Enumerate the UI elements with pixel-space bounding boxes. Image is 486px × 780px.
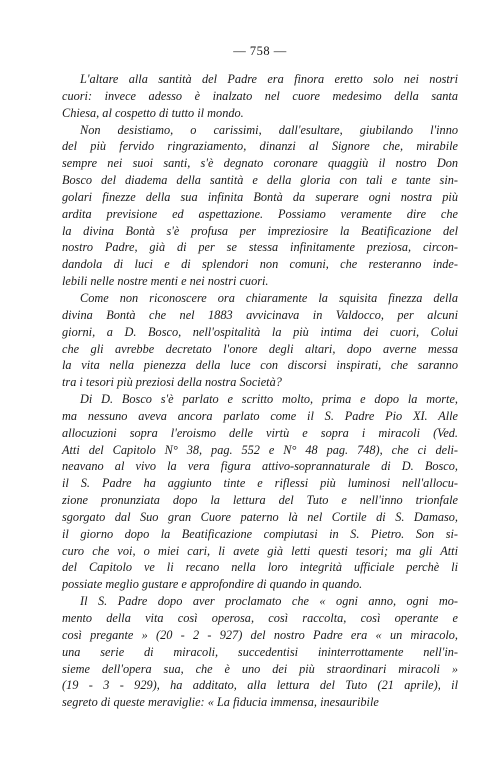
text-line: Bosco del diadema della santità e della gloria con tali e tante sin- [62,173,458,188]
text-line: (19 - 3 - 929), ha additato, alla lettura del Tuto (21 aprile), il [62,678,458,693]
text-line: il giorno dopo la Beatificazione compiutasi in S. Pietro. Son si- [62,526,458,541]
text-line: Di D. Bosco s'è parlato e scritto molto, prima e dopo la morte, [80,392,458,407]
text-line: golari finezze della sua infinita Bontà da superare ogni nostra più [62,189,458,204]
text-line: sieme dell'opera sua, che è uno dei più straordinari miracoli » [62,661,458,676]
text-line: tra i tesori più preziosi della nostra Società? [62,375,282,390]
text-line: lebili nelle nostre menti e nei nostri cuori. [62,274,269,289]
text-line: Non desistiamo, o carissimi, dall'esultare, giubilando l'inno [80,122,458,137]
text-line: così pregante » (20 - 2 - 927) del nostro Padre era « un miracolo, [62,627,458,642]
text-line: neavano al vivo la vera figura attivo-soprannaturale di D. Bosco, [62,459,458,474]
text-line: Il S. Padre dopo aver proclamato che « ogni anno, ogni mo- [80,594,458,609]
text-line: zione pronunziata dopo la lettura del Tuto e nell'inno trionfale [62,493,458,508]
text-line: una serie di miracoli, succedentisi ininterrottamente nell'in- [62,644,458,659]
text-line: giorni, a D. Bosco, nell'ospitalità la più intima dei cuori, Colui [62,324,458,339]
text-line: il S. Padre ha aggiunto tinte e riflessi più luminosi nell'allocu- [62,476,458,491]
text-line: ardita previsione ed aspettazione. Possiamo veramente dire che [62,206,458,221]
text-line: Come non riconoscere ora chiaramente la squisita finezza della [80,290,458,305]
text-line: sgorgato dal Suo gran Cuore paterno là nel Cortile di S. Damaso, [62,509,458,524]
text-line: che gli avrebbe decretato l'onore degli altari, dopo averne messa [62,341,458,356]
text-line: curo che voi, o miei cari, li avete già letti questi tesori; ma gli Atti [62,543,458,558]
text-line: Atti del Capitolo N° 38, pag. 552 e N° 48 pag. 748), che ci deli- [62,442,458,457]
text-line: cuori: invece adesso è inalzato nel cuore medesimo della santa [62,88,458,103]
text-line: la divina Bontà s'è profusa per impreziosire la Beatificazione del [62,223,458,238]
text-line: mento della vita così operosa, così raccolta, così operante e [62,611,458,625]
text-line: la vita nella pienezza della luce con discorsi inspirati, che saranno [62,358,458,373]
text-line: allocuzioni sopra l'eroismo delle virtù e sopra i miracoli (Ved. [62,425,458,440]
paragraph [62,71,458,122]
text-line: del Capitolo ve li recano nella loro integrità ufficiale perchè li [62,560,458,575]
text-line: nostro Padre, già di per se stessa infinitamente preziosa, circon- [62,240,458,255]
paragraph [62,391,458,593]
text-line: del più fervido ringraziamento, dinanzi al Signore che, mirabile [62,139,458,154]
text-line: ma nessuno aveva ancora parlato come il S. Padre Pio XI. Alle [62,408,458,423]
paragraph [62,290,458,391]
text-line: possiate meglio gustare e approfondire di quando in quando. [62,577,363,592]
book-page [62,44,458,711]
text-line: segreto di queste meraviglie: « La fiducia immensa, inesauribile [62,695,379,710]
paragraph [62,122,458,290]
text-line: Chiesa, al cospetto di tutto il mondo. [62,105,244,120]
page-number: — 758 — [233,44,287,58]
text-body [62,71,458,711]
text-line: dandola di luci e di splendori non comuni, che resteranno inde- [62,257,458,272]
paragraph [62,593,458,711]
text-line: sempre nei suoi santi, s'è degnato coronare quaggiù il nostro Don [62,156,458,171]
text-line: L'altare alla santità del Padre era finora eretto solo nei nostri [80,72,458,86]
text-line: divina Bontà che nel 1883 avvicinava in Valdocco, per alcuni [62,307,458,322]
